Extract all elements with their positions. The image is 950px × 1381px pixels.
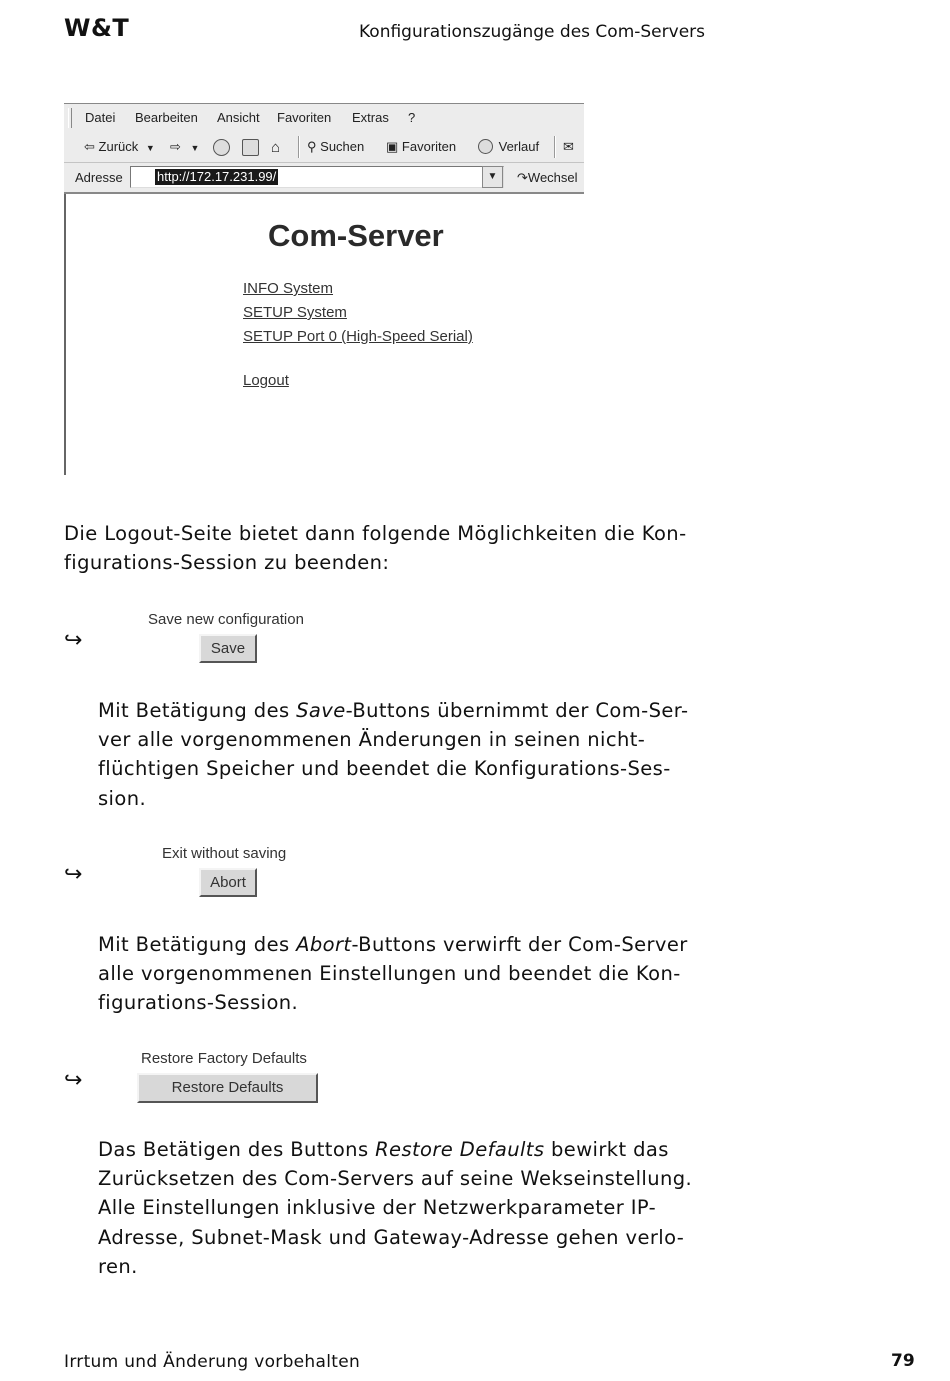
desc-line: ver alle vorgenommenen Änderungen in seinen nicht- <box>98 728 646 752</box>
desc-line: ren. <box>98 1254 138 1278</box>
favorites-label: Favoriten <box>401 139 457 154</box>
desc-line: flüchtigen Speicher und beendet die Konfigurations-Ses- <box>98 757 671 781</box>
history-button[interactable] <box>478 139 539 154</box>
intro-paragraph <box>64 519 693 577</box>
page-title: Com-Server <box>268 218 444 253</box>
address-url: http://172.17.231.99/ <box>157 169 277 184</box>
menu-favoriten[interactable]: Favoriten <box>277 110 332 125</box>
home-icon: ⌂ <box>271 139 281 156</box>
desc-line: figurations-Session. <box>98 991 299 1015</box>
restore-description <box>98 1135 693 1281</box>
browser-menubar <box>64 103 584 133</box>
history-label: Verlauf <box>498 139 540 154</box>
toolbar-separator <box>298 136 300 158</box>
browser-toolbar <box>64 132 584 163</box>
abort-description <box>98 930 693 1018</box>
favorites-button[interactable] <box>386 139 456 155</box>
toolbar-grip <box>68 108 72 128</box>
desc-text: -Buttons übernimmt der Com-Ser- <box>345 699 689 722</box>
desc-text: -Buttons verwirft der Com-Server <box>351 933 688 956</box>
desc-emphasis: Abort <box>296 933 352 956</box>
desc-line: Adresse, Subnet-Mask und Gateway-Adresse gehen verlo- <box>98 1225 685 1249</box>
desc-text: Mit Betätigung des <box>98 699 297 722</box>
home-button[interactable] <box>271 139 280 156</box>
stop-icon <box>213 139 230 156</box>
desc-line: Alle Einstellungen inklusive der Netzwerkparameter IP- <box>98 1196 657 1220</box>
page-number: 79 <box>891 1351 915 1371</box>
browser-content <box>64 194 584 475</box>
chevron-down-icon: ▼ <box>145 143 155 153</box>
link-setup-port-0[interactable]: SETUP Port 0 (High-Speed Serial) <box>243 328 473 345</box>
mail-button[interactable] <box>563 139 574 155</box>
restore-caption: Restore Factory Defaults <box>141 1050 307 1067</box>
menu-extras[interactable]: Extras <box>352 110 389 125</box>
link-info-system[interactable]: INFO System <box>243 280 334 297</box>
forward-button[interactable] <box>170 139 199 155</box>
menu-bearbeiten[interactable]: Bearbeiten <box>135 110 198 125</box>
desc-emphasis: Restore Defaults <box>375 1138 545 1161</box>
search-icon: ⚲ <box>307 139 317 154</box>
menu-ansicht[interactable]: Ansicht <box>217 110 260 125</box>
favorites-icon: ▣ <box>386 139 399 154</box>
search-label: Suchen <box>320 139 365 154</box>
hook-arrow-icon: ↪ <box>64 628 83 653</box>
desc-line: alle vorgenommenen Einstellungen und beendet die Kon- <box>98 962 681 986</box>
history-icon <box>478 139 493 154</box>
go-label: Wechsel <box>527 170 578 185</box>
address-label: Adresse <box>75 170 123 185</box>
desc-line: Zurücksetzen des Com-Servers auf seine Wekseinstellung. <box>98 1167 693 1191</box>
menu-datei[interactable]: Datei <box>85 110 116 125</box>
abort-caption: Exit without saving <box>162 845 287 862</box>
go-button[interactable] <box>517 170 578 186</box>
abort-button[interactable]: Abort <box>199 868 257 897</box>
desc-text: bewirkt das <box>544 1138 669 1161</box>
link-setup-system[interactable]: SETUP System <box>243 304 347 321</box>
hook-arrow-icon: ↪ <box>64 862 83 887</box>
address-input[interactable] <box>130 166 504 188</box>
desc-line: sion. <box>98 786 147 810</box>
address-bar <box>64 163 584 194</box>
desc-text: Mit Betätigung des <box>98 933 297 956</box>
footer-note: Irrtum und Änderung vorbehalten <box>64 1352 361 1372</box>
search-button[interactable] <box>307 139 364 155</box>
desc-text: Das Betätigen des Buttons <box>98 1138 376 1161</box>
address-dropdown-button[interactable] <box>482 166 503 188</box>
save-button[interactable]: Save <box>199 634 257 663</box>
forward-arrow-icon: ⇨ <box>170 139 181 154</box>
menu-help[interactable]: ? <box>408 110 416 125</box>
restore-defaults-button[interactable]: Restore Defaults <box>137 1073 318 1103</box>
go-arrow-icon: ↷ <box>517 170 528 185</box>
toolbar-separator <box>554 136 556 158</box>
back-arrow-icon: ⇦ <box>84 139 95 154</box>
save-caption: Save new configuration <box>148 611 304 628</box>
hook-arrow-icon: ↪ <box>64 1068 83 1093</box>
stop-button[interactable] <box>213 139 232 156</box>
refresh-icon <box>242 139 259 156</box>
chevron-down-icon: ▼ <box>190 143 200 153</box>
desc-emphasis: Save <box>296 699 346 722</box>
back-button[interactable] <box>84 139 155 155</box>
save-description <box>98 696 693 813</box>
chevron-down-icon: ▼ <box>487 171 498 182</box>
mail-icon: ✉ <box>563 139 574 154</box>
refresh-button[interactable] <box>242 139 261 156</box>
back-label: Zurück <box>98 139 139 154</box>
brand-logo: W&T <box>64 14 130 42</box>
link-logout[interactable]: Logout <box>243 372 289 389</box>
intro-line: figurations-Session zu beenden: <box>64 551 390 575</box>
browser-screenshot <box>64 103 584 475</box>
running-header: Konfigurationszugänge des Com-Servers <box>359 22 705 42</box>
intro-line: Die Logout-Seite bietet dann folgende Möglichkeiten die Kon- <box>64 522 687 545</box>
